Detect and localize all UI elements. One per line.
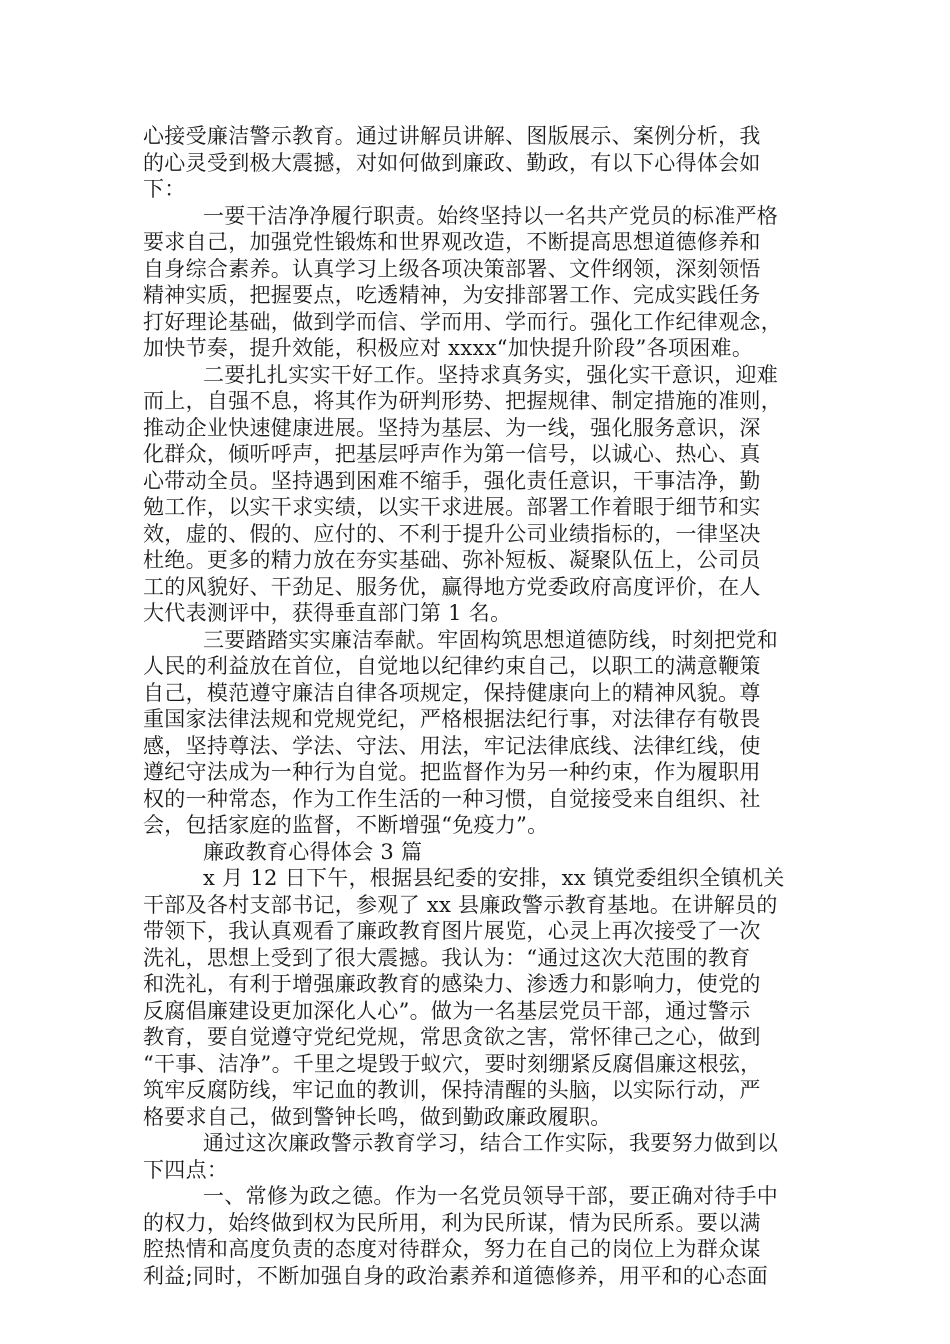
- text-line: 会，包括家庭的监督，不断增强“免疫力”。: [143, 813, 549, 837]
- document-body-text: [143, 123, 813, 1289]
- text-line: 格要求自己，做到警钟长鸣，做到勤政廉政履职。: [143, 1104, 612, 1129]
- text-line: 心接受廉洁警示教育。通过讲解员讲解、图版展示、案例分析，我: [143, 124, 761, 148]
- paragraph-first-line: 通过这次廉政警示教育学习，结合工作实际，我要努力做到以: [203, 1131, 779, 1155]
- text-line: 腔热情和高度负责的态度对待群众，努力在自己的岗位上为群众谋: [143, 1237, 761, 1261]
- paragraph-first-line: 一、常修为政之德。作为一名党员领导干部，要正确对待手中: [203, 1184, 779, 1208]
- text-line: 的权力，始终做到权为民所用，利为民所谋，情为民所系。要以满: [143, 1210, 761, 1235]
- text-line: 和洗礼，有利于增强廉政教育的感染力、渗透力和影响力，使党的: [143, 972, 761, 996]
- text-line: “干事、洁净”。千里之堤毁于蚁穴，要时刻绷紧反腐倡廉这根弦，: [143, 1051, 762, 1076]
- text-line: 下四点：: [143, 1157, 229, 1182]
- text-line: 杜绝。更多的精力放在夯实基础、弥补短板、凝聚队伍上，公司员: [143, 548, 761, 572]
- text-line: 下：: [143, 177, 186, 201]
- text-line: 感，坚持尊法、学法、守法、用法，牢记法律底线、法律红线，使: [143, 733, 761, 758]
- text-line: 推动企业快速健康进展。坚持为基层、为一线，强化服务意识，深: [143, 415, 761, 440]
- text-line: 洗礼，思想上受到了很大震撼。我认为：“通过这次大范围的教育: [143, 945, 751, 970]
- text-line: 利益;同时，不断加强自身的政治素养和道德修养，用平和的心态面: [143, 1263, 769, 1288]
- text-line: 人民的利益放在首位，自觉地以纪律约束自己，以职工的满意鞭策: [143, 654, 761, 678]
- text-line: 重国家法律法规和党规党纪，严格根据法纪行事，对法律存有敬畏: [143, 707, 761, 731]
- text-line: 工的风貌好、干劲足、服务优，赢得地方党委政府高度评价，在人: [143, 574, 761, 599]
- text-line: 大代表测评中，获得垂直部门第 1 名。: [143, 601, 512, 625]
- text-line: 教育，要自觉遵守党纪党规，常思贪欲之害，常怀律己之心，做到: [143, 1025, 761, 1049]
- text-line: 带领下，我认真观看了廉政教育图片展览，心灵上再次接受了一次: [143, 919, 761, 943]
- text-line: 打好理论基础，做到学而信、学而用、学而行。强化工作纪律观念，: [143, 309, 782, 334]
- paragraph-first-line: 三要踏踏实实廉洁奉献。牢固构筑思想道德防线，时刻把党和: [203, 627, 779, 652]
- text-line: 化群众，倾听呼声，把基层呼声作为第一信号，以诚心、热心、真: [143, 442, 761, 466]
- text-line: 自身综合素养。认真学习上级各项决策部署、文件纲领，深刻领悟: [143, 256, 761, 281]
- text-line: 勉工作，以实干求实绩，以实干求进展。部署工作着眼于细节和实: [143, 495, 761, 519]
- text-line: 的心灵受到极大震撼，对如何做到廉政、勤政，有以下心得体会如: [143, 150, 761, 175]
- text-line: 加快节奏，提升效能，积极应对 xxxx“加快提升阶段”各项困难。: [143, 336, 754, 360]
- text-line: 筑牢反腐防线，牢记血的教训，保持清醒的头脑，以实际行动，严: [143, 1078, 761, 1102]
- paragraph-first-line: 二要扎扎实实干好工作。坚持求真务实，强化实干意识，迎难: [203, 362, 779, 387]
- text-line: 心带动全员。坚持遇到困难不缩手，强化责任意识，干事洁净，勤: [143, 468, 761, 493]
- text-line: 效，虚的、假的、应付的、不利于提升公司业绩指标的，一律坚决: [143, 521, 761, 546]
- text-line: 权的一种常态，作为工作生活的一种习惯，自觉接受来自组织、社: [143, 786, 761, 811]
- text-line: 自己，模范遵守廉洁自律各项规定，保持健康向上的精神风貌。尊: [143, 680, 761, 705]
- text-line: 反腐倡廉建设更加深化人心”。做为一名基层党员干部，通过警示: [143, 998, 751, 1023]
- text-line: 精神实质，把握要点，吃透精神，为安排部署工作、完成实践任务: [143, 283, 761, 307]
- text-line: 遵纪守法成为一种行为自觉。把监督作为另一种约束，作为履职用: [143, 760, 761, 784]
- paragraph-first-line: 廉政教育心得体会 3 篇: [203, 839, 423, 864]
- text-line: 要求自己，加强党性锻炼和世界观改造，不断提高思想道德修养和: [143, 230, 761, 254]
- text-line: 干部及各村支部书记，参观了 xx 县廉政警示教育基地。在讲解员的: [143, 892, 778, 917]
- text-line: 而上，自强不息，将其作为研判形势、把握规律、制定措施的准则，: [143, 389, 782, 413]
- paragraph-first-line: 一要干洁净净履行职责。始终坚持以一名共产党员的标准严格: [203, 203, 779, 228]
- paragraph-first-line: x 月 12 日下午，根据县纪委的安排，xx 镇党委组织全镇机关: [203, 866, 785, 890]
